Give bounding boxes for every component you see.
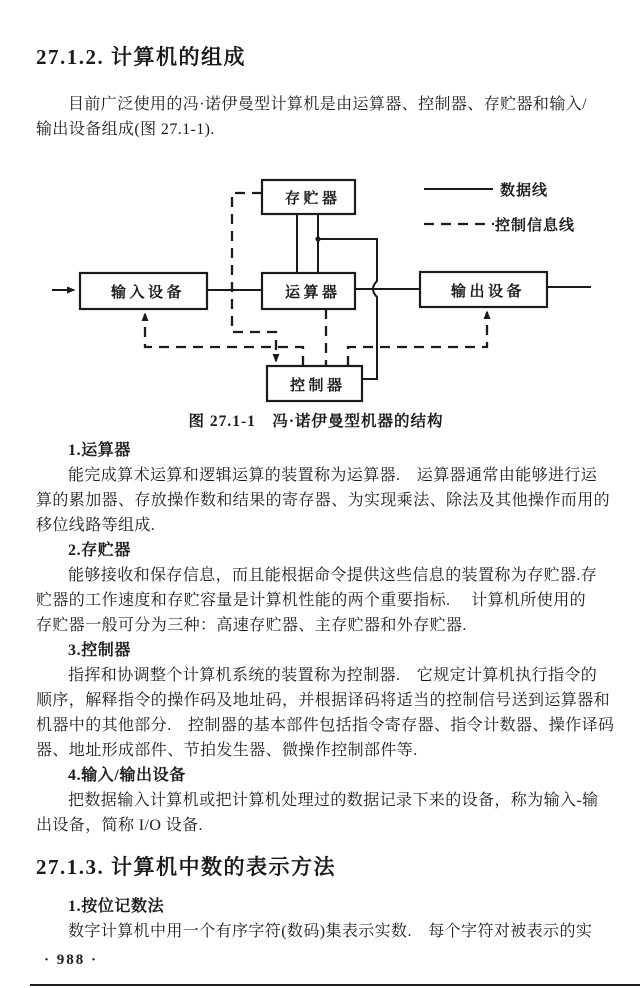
- body-line: 能完成算术运算和逻辑运算的装置称为运算器. 运算器通常由能够进行运: [68, 467, 598, 484]
- control-line-memory-to-controller: [232, 193, 276, 361]
- intro-line: 目前广泛使用的冯·诺伊曼型计算机是由运算器、控制器、存贮器和输入/: [68, 96, 587, 113]
- intro-line: 输出设备组成(图 27.1-1).: [36, 121, 215, 138]
- section-heading-27-1-2: 27.1.2. 计算机的组成: [36, 45, 246, 69]
- subsection-title-controller: 3.控制器: [68, 642, 132, 659]
- bottom-scan-rule: [30, 984, 640, 986]
- body-line: 机器中的其他部分. 控制器的基本部件包括指令寄存器、指令计数器、操作译码: [36, 717, 615, 734]
- body-line: 出设备，简称 I/O 设备.: [36, 817, 203, 834]
- subsection-title-io: 4.输入/输出设备: [68, 767, 186, 784]
- subsection-title-alu: 1.运算器: [68, 442, 132, 459]
- legend-control-line-label: 控制信息线: [495, 218, 576, 234]
- body-line: 移位线路等组成.: [36, 517, 156, 534]
- paragraph-alu: [36, 463, 612, 538]
- page-number: · 988 ·: [44, 952, 99, 968]
- memory-label: 存贮器: [285, 191, 341, 207]
- body-line: 能够接收和保存信息，而且能根据命令提供这些信息的装置称为存贮器.存: [68, 567, 598, 584]
- subsection-title-positional-notation: 1.按位记数法: [68, 898, 165, 915]
- control-line-controller-to-input: [145, 314, 303, 366]
- output-device-label: 输出设备: [451, 284, 526, 300]
- body-line: 存贮器一般可分为三种：高速存贮器、主存贮器和外存贮器.: [36, 617, 467, 634]
- body-line: 顺序，解释指令的操作码及地址码，并根据译码将适当的控制信号送到运算器和: [36, 692, 611, 709]
- controller-label: 控制器: [290, 378, 346, 394]
- body-line: 算的累加器、存放操作数和结果的寄存器、为实现乘法、除法及其他操作而用的: [36, 492, 611, 509]
- figure-caption: 图 27.1-1 冯·诺伊曼型机器的结构: [188, 413, 444, 430]
- alu-label: 运算器: [285, 285, 341, 301]
- figure-27-1-1: [0, 162, 640, 438]
- paragraph-memory: [36, 563, 612, 638]
- von-neumann-diagram: [0, 162, 640, 438]
- section-heading-27-1-3: 27.1.3. 计算机中数的表示方法: [36, 855, 336, 879]
- body-line: 把数据输入计算机或把计算机处理过的数据记录下来的设备，称为输入-输: [68, 792, 599, 809]
- intro-paragraph: [36, 92, 612, 142]
- body-line: 器、地址形成部件、节拍发生器、微操作控制部件等.: [36, 742, 418, 759]
- body-line: 贮器的工作速度和存贮容量是计算机性能的两个重要指标. 计算机所使用的: [36, 592, 587, 609]
- body-line: 指挥和协调整个计算机系统的装置称为控制器. 它规定计算机执行指令的: [68, 667, 598, 684]
- paragraph-io: [36, 788, 612, 838]
- body-line: 数字计算机中用一个有序字符(数码)集表示实数. 每个字符对被表示的实: [68, 923, 593, 940]
- paragraph-controller: [36, 663, 615, 763]
- legend-data-line-label: 数据线: [500, 183, 549, 199]
- subsection-title-memory: 2.存贮器: [68, 542, 132, 559]
- control-line-controller-to-output: [348, 312, 487, 366]
- input-device-label: 输入设备: [111, 285, 186, 301]
